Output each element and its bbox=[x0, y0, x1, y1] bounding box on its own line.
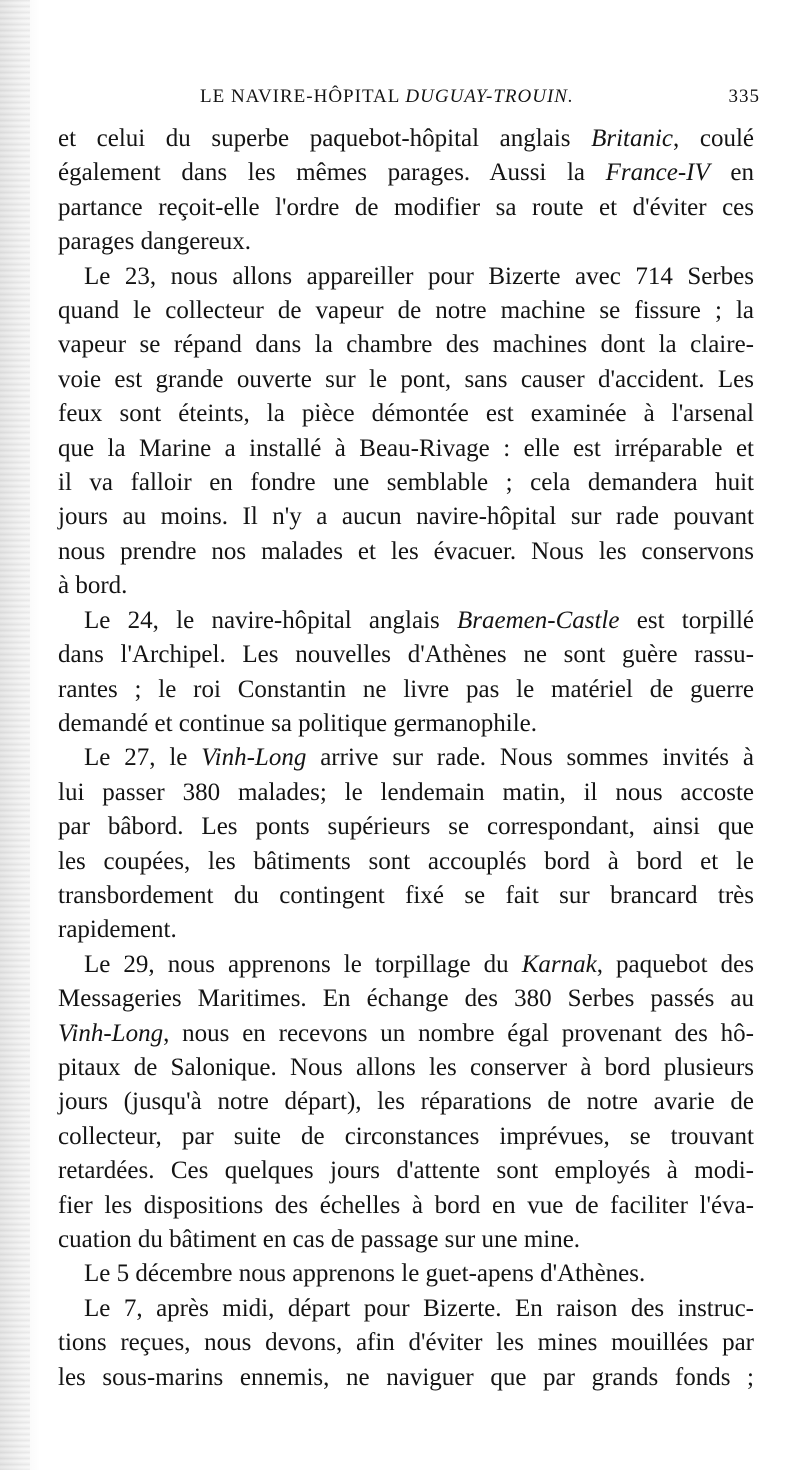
paragraph bbox=[58, 1292, 754, 1395]
text-line: collecteur, par suite de circonstances imprévues, se trouvant bbox=[58, 1122, 754, 1150]
text-line: voie est grande ouverte sur le pont, sans causer d'accident. Les bbox=[58, 365, 754, 393]
paragraph bbox=[58, 122, 754, 260]
text-line: Le 5 décembre nous apprenons le guet-apens d'Athènes. bbox=[84, 1260, 646, 1288]
text-line: tions reçues, nous devons, afin d'éviter les mines mouillées par bbox=[58, 1329, 754, 1357]
paragraph bbox=[58, 741, 754, 947]
text-line: Le 29, nous apprenons le torpillage du Karnak, paquebot des bbox=[84, 950, 754, 978]
running-title bbox=[200, 86, 574, 108]
text-line: vapeur se répand dans la chambre des machines dont la claire- bbox=[58, 331, 754, 359]
text-line: demandé et continue sa politique germanophile. bbox=[58, 709, 538, 737]
page-header bbox=[200, 86, 760, 116]
text-line: les coupées, les bâtiments sont accouplés bord à bord et le bbox=[58, 847, 754, 875]
text-line: Le 7, après midi, départ pour Bizerte. En raison des instruc- bbox=[84, 1294, 754, 1322]
text-line: rapidement. bbox=[58, 916, 177, 944]
text-line: lui passer 380 malades; le lendemain matin, il nous accoste bbox=[58, 778, 754, 806]
paragraph bbox=[58, 260, 754, 604]
text-line: il va falloir en fondre une semblable ; cela demandera huit bbox=[58, 469, 754, 497]
page-number: 335 bbox=[728, 86, 760, 107]
running-title-plain: LE NAVIRE-HÔPITAL bbox=[200, 86, 406, 107]
text-line: jours (jusqu'à notre départ), les réparations de notre avarie de bbox=[58, 1088, 754, 1116]
text-line: Vinh-Long, nous en recevons un nombre égal provenant des hô- bbox=[58, 1019, 754, 1047]
text-line: et celui du superbe paquebot-hôpital anglais Britanic, coulé bbox=[58, 125, 754, 152]
text-line: retardées. Ces quelques jours d'attente sont employés à modi- bbox=[58, 1157, 754, 1185]
text-line: rantes ; le roi Constantin ne livre pas le matériel de guerre bbox=[58, 675, 754, 703]
text-line: Le 24, le navire-hôpital anglais Braemen-Castle est torpillé bbox=[84, 606, 754, 634]
text-line: que la Marine a installé à Beau-Rivage : elle est irréparable et bbox=[58, 434, 754, 462]
paragraph bbox=[58, 1257, 754, 1291]
text-line: transbordement du contingent fixé se fait sur brancard très bbox=[58, 881, 754, 909]
text-line: cuation du bâtiment en cas de passage sur une mine. bbox=[58, 1226, 581, 1253]
body-text bbox=[58, 122, 754, 1395]
text-line: feux sont éteints, la pièce démontée est examinée à l'arsenal bbox=[58, 400, 754, 428]
text-line: les sous-marins ennemis, ne naviguer que par grands fonds ; bbox=[58, 1363, 754, 1391]
text-line: partance reçoit-elle l'ordre de modifier sa route et d'éviter ces bbox=[58, 193, 754, 221]
text-line: parages dangereux. bbox=[58, 228, 251, 256]
text-line: Le 27, le Vinh-Long arrive sur rade. Nous sommes invités à bbox=[84, 744, 754, 772]
text-line: pitaux de Salonique. Nous allons les conserver à bord plusieurs bbox=[58, 1053, 754, 1081]
text-line: quand le collecteur de vapeur de notre machine se fissure ; la bbox=[58, 297, 754, 325]
text-line: nous prendre nos malades et les évacuer. Nous les conservons bbox=[58, 537, 754, 565]
paragraph bbox=[58, 948, 754, 1258]
text-line: également dans les mêmes parages. Aussi la France-IV en bbox=[58, 159, 754, 187]
text-line: jours au moins. Il n'y a aucun navire-hôpital sur rade pouvant bbox=[58, 503, 754, 531]
running-title-ship-name: DUGUAY-TROUIN. bbox=[405, 86, 574, 107]
page-edge-shadow bbox=[0, 0, 30, 1470]
text-line: par bâbord. Les ponts supérieurs se correspondant, ainsi que bbox=[58, 813, 754, 841]
text-line: fier les dispositions des échelles à bord en vue de faciliter l'éva- bbox=[58, 1191, 754, 1219]
text-line: Le 23, nous allons appareiller pour Bizerte avec 714 Serbes bbox=[84, 262, 754, 290]
text-line: dans l'Archipel. Les nouvelles d'Athènes ne sont guère rassu- bbox=[58, 641, 754, 669]
text-line: à bord. bbox=[58, 572, 128, 600]
text-line: Messageries Maritimes. En échange des 380 Serbes passés au bbox=[58, 985, 754, 1013]
paragraph bbox=[58, 604, 754, 742]
